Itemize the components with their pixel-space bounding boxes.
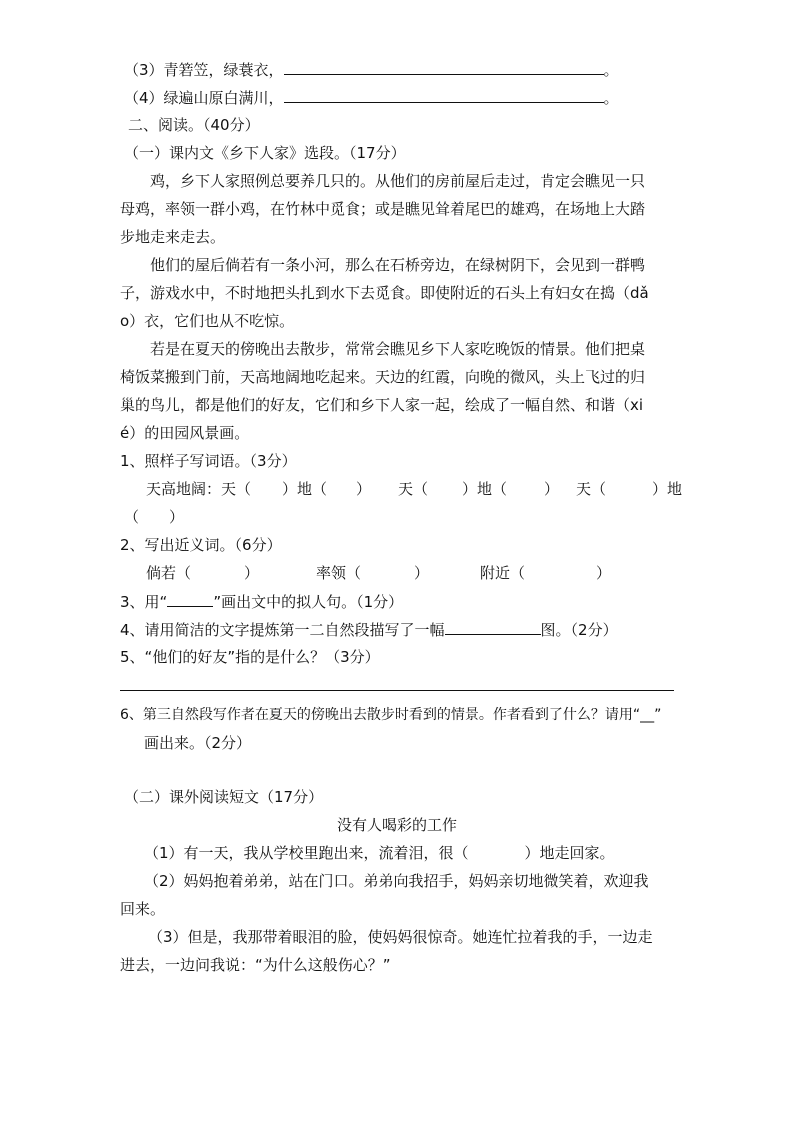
story-p1-pre: （1）有一天，我从学校里跑出来，流着泪，很（ xyxy=(144,844,469,862)
fill-item-4-end: 。 xyxy=(603,89,619,107)
question-4-post: 图。（2分） xyxy=(540,621,618,639)
synonym-close: ） xyxy=(414,564,430,582)
synonym-close: ） xyxy=(244,564,260,582)
paragraph-line: 椅饭菜搬到门前，天高地阔地吃起来。天边的红霞，向晚的微风，头上飞过的归 xyxy=(120,368,646,386)
paragraph-line: 他们的屋后倘若有一条小河，那么在石桥旁边，在绿树阴下，会见到一群鸭 xyxy=(150,256,646,274)
question-2-label: 2、写出近义词。（6分） xyxy=(120,536,282,554)
fill-item-4 xyxy=(124,86,619,109)
question-3-pre: 3、用“ xyxy=(120,593,168,611)
answer-blank[interactable] xyxy=(284,58,604,75)
question-1-label: 1、照样子写词语。（3分） xyxy=(120,452,297,470)
section-heading: 二、阅读。（40分） xyxy=(128,116,260,134)
story-p1-post: ）地走回家。 xyxy=(524,844,615,862)
question-4 xyxy=(120,618,618,641)
question-1-example: 天高地阔：天（ xyxy=(146,480,252,498)
paragraph-line: 鸡，乡下人家照例总要养几只的。从他们的房前屋后走过，肯定会瞧见一只 xyxy=(150,172,646,190)
fill-item-3-end: 。 xyxy=(603,61,619,79)
fill-item-4-text: （4）绿遍山原白满川， xyxy=(124,89,284,107)
synonym-close: ） xyxy=(596,564,612,582)
question-1-seg: ）地（ xyxy=(282,480,328,498)
part2-heading: （二）课外阅读短文（17分） xyxy=(124,788,324,806)
question-5: 5、“他们的好友”指的是什么？（3分） xyxy=(120,648,380,666)
answer-blank[interactable] xyxy=(167,590,213,607)
question-6-line-1: 6、第三自然段写作者在夏天的傍晚出去散步时看到的情景。作者看到了什么？请用“__” xyxy=(120,707,662,723)
paragraph-line: 步地走来走去。 xyxy=(120,228,226,246)
question-3-post: ”画出文中的拟人句。（1分） xyxy=(213,593,404,611)
answer-blank[interactable] xyxy=(445,618,541,635)
answer-blank[interactable] xyxy=(284,86,604,103)
paragraph-line: 母鸡，率领一群小鸡，在竹林中觅食；或是瞧见耸着尾巴的雄鸡，在场地上大踏 xyxy=(120,200,646,218)
part1-heading: （一）课内文《乡下人家》选段。（17分） xyxy=(124,144,406,162)
story-line: 进去，一边问我说：“为什么这般伤心？” xyxy=(120,956,391,974)
paragraph-line: 巢的鸟儿，都是他们的好友，它们和乡下人家一起，绘成了一幅自然、和谐（xi xyxy=(120,396,644,414)
answer-line[interactable] xyxy=(120,690,674,691)
paragraph-line: 子，游戏水中，不时地把头扎到水下去觅食。即使附近的石头上有妇女在捣（dǎ xyxy=(120,284,649,302)
question-1-seg: ） xyxy=(356,480,372,498)
question-1-seg: ）地 xyxy=(652,480,683,498)
question-1-seg: ） xyxy=(544,480,560,498)
question-1-seg: 天（ xyxy=(576,480,607,498)
question-6-line-2: 画出来。（2分） xyxy=(144,734,252,752)
fill-item-3-text: （3）青箬笠，绿蓑衣， xyxy=(124,61,284,79)
paragraph-line: é）的田园风景画。 xyxy=(120,424,250,442)
question-1-seg: 天（ xyxy=(398,480,429,498)
story-paragraph-1 xyxy=(144,842,615,864)
question-1-seg: ）地（ xyxy=(462,480,508,498)
story-line: （2）妈妈抱着弟弟，站在门口。弟弟向我招手，妈妈亲切地微笑着，欢迎我 xyxy=(144,872,649,890)
story-title: 没有人喝彩的工作 xyxy=(336,816,457,834)
synonym-item-3: 附近（ xyxy=(480,564,526,582)
synonym-item-1: 倘若（ xyxy=(146,564,192,582)
question-1-wrap: （ ） xyxy=(124,508,185,526)
question-3 xyxy=(120,590,403,613)
question-4-pre: 4、请用简洁的文字提炼第一二自然段描写了一幅 xyxy=(120,621,445,639)
fill-item-3 xyxy=(124,58,619,81)
paragraph-line: o）衣，它们也从不吃惊。 xyxy=(120,312,295,330)
story-line: （3）但是，我那带着眼泪的脸，使妈妈很惊奇。她连忙拉着我的手，一边走 xyxy=(148,928,653,946)
story-line: 回来。 xyxy=(120,900,166,918)
synonym-item-2: 率领（ xyxy=(316,564,362,582)
paragraph-line: 若是在夏天的傍晚出去散步，常常会瞧见乡下人家吃晚饭的情景。他们把桌 xyxy=(150,340,646,358)
